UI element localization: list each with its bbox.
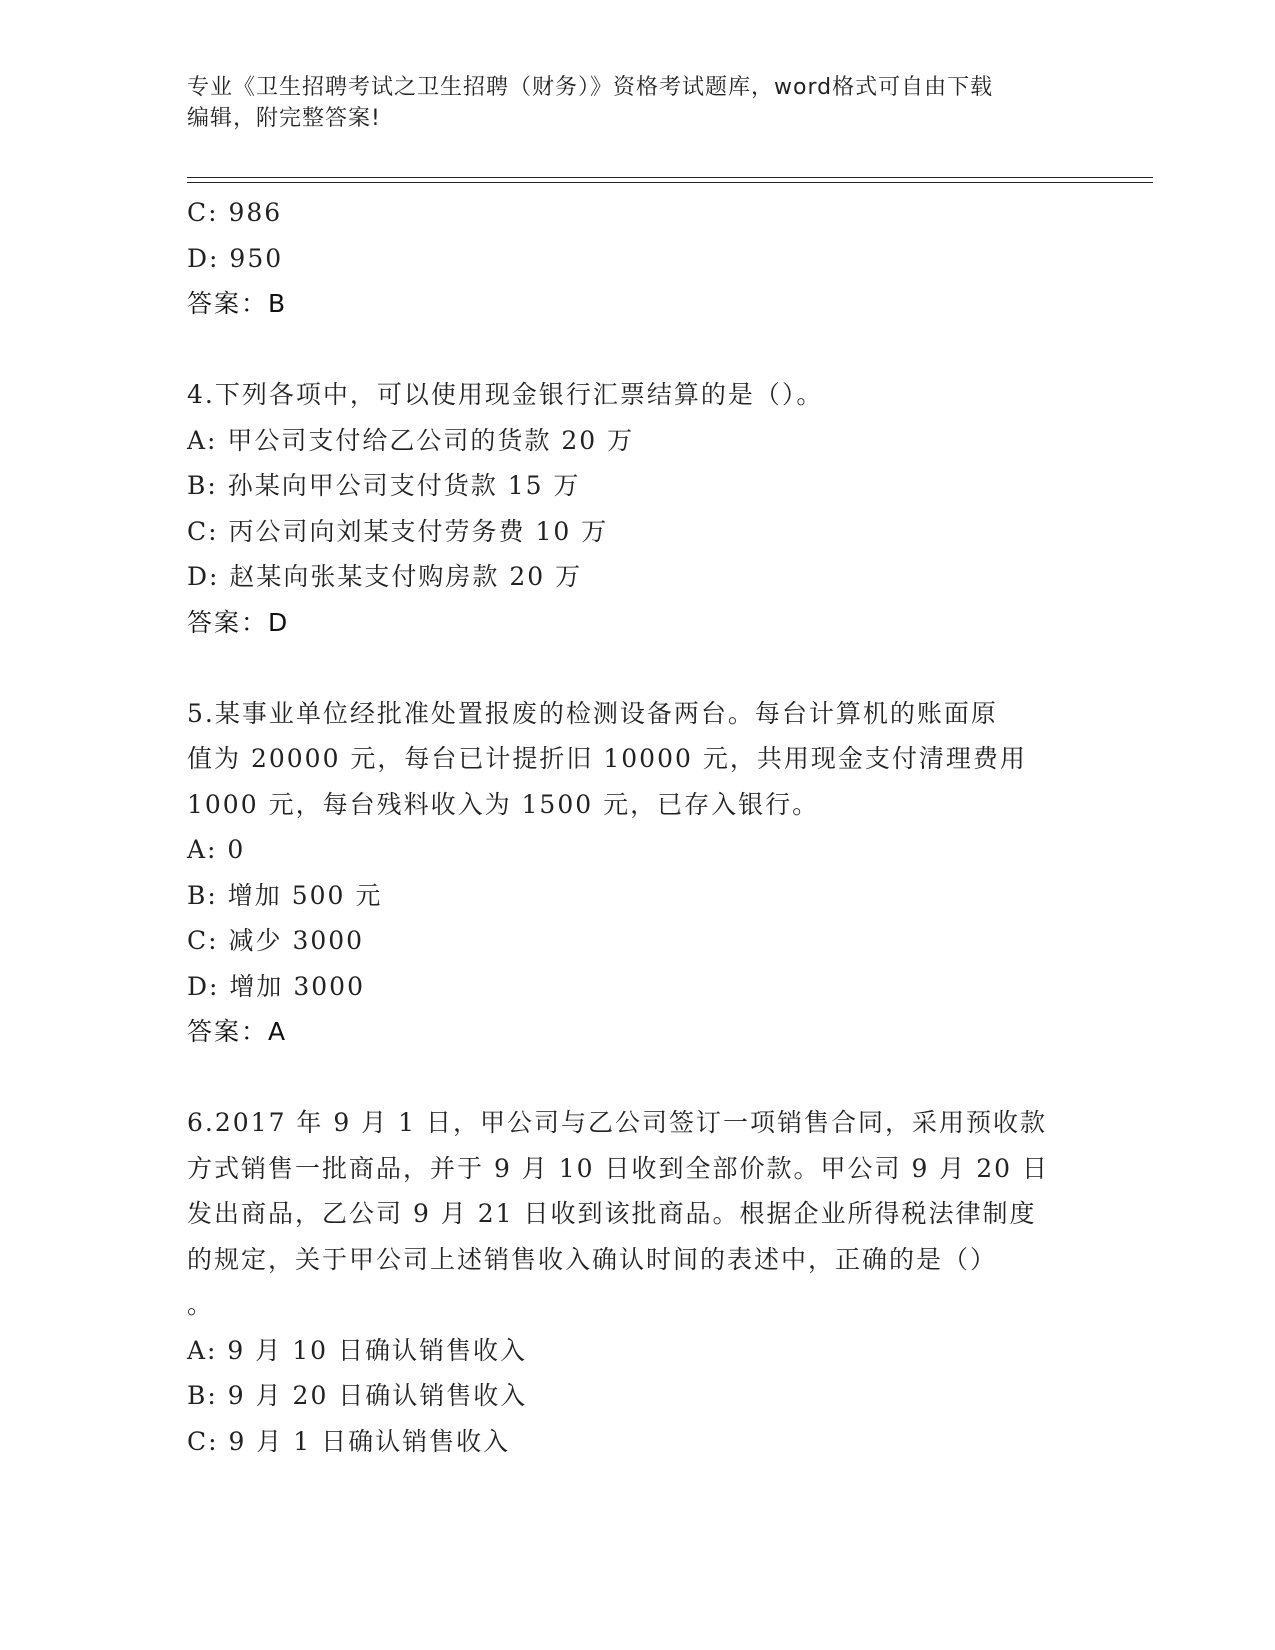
option-d: D: 增加 3000 <box>187 971 365 1001</box>
answer-line: 答案：B <box>187 289 288 318</box>
spacer <box>187 1055 1087 1101</box>
header-rule-top <box>187 177 1153 178</box>
option-a: A: 9 月 10 日确认销售收入 <box>187 1335 527 1365</box>
question-stem-line-2: 值为 20000 元，每台已计提折旧 10000 元，共用现金支付清理费用 <box>187 744 1027 773</box>
answer-line: 答案：A <box>187 1017 288 1046</box>
spacer <box>187 327 1087 373</box>
option-c: C: 986 <box>187 198 283 227</box>
answer-line: 答案：D <box>187 607 290 637</box>
question-5 <box>187 691 1087 1055</box>
option-c: C: 9 月 1 日确认销售收入 <box>187 1426 511 1456</box>
question-3-tail <box>187 190 1087 327</box>
question-stem-line-5: 。 <box>187 1290 215 1319</box>
header-line-2: 编辑，附完整答案! <box>187 106 381 131</box>
page-header <box>187 72 1087 134</box>
option-a: A: 甲公司支付给乙公司的货款 20 万 <box>187 425 635 455</box>
question-6 <box>187 1100 1087 1464</box>
question-4 <box>187 372 1087 645</box>
option-c: C: 减少 3000 <box>187 926 365 955</box>
question-stem-line-1: 6.2017 年 9 月 1 日，甲公司与乙公司签订一项销售合同，采用预收款 <box>187 1108 1048 1137</box>
option-a: A: 0 <box>187 835 246 864</box>
option-c: C: 丙公司向刘某支付劳务费 10 万 <box>187 516 609 546</box>
option-d: D: 赵某向张某支付购房款 20 万 <box>187 562 583 591</box>
spacer <box>187 645 1087 691</box>
question-list <box>187 190 1087 1464</box>
question-stem: 4.下列各项中，可以使用现金银行汇票结算的是（）。 <box>187 380 824 409</box>
question-stem-line-1: 5.某事业单位经批准处置报废的检测设备两台。每台计算机的账面原 <box>187 698 998 728</box>
option-d: D: 950 <box>187 243 284 273</box>
option-b: B: 9 月 20 日确认销售收入 <box>187 1381 528 1410</box>
header-line-1: 专业《卫生招聘考试之卫生招聘（财务）》资格考试题库，word格式可自由下载 <box>187 75 994 100</box>
question-stem-line-2: 方式销售一批商品，并于 9 月 10 日收到全部价款。甲公司 9 月 20 日 <box>187 1153 1050 1183</box>
option-b: B: 增加 500 元 <box>187 880 383 910</box>
question-stem-line-4: 的规定，关于甲公司上述销售收入确认时间的表述中，正确的是（） <box>187 1244 998 1274</box>
header-rule-bottom <box>187 182 1153 183</box>
question-stem-line-3: 发出商品，乙公司 9 月 21 日收到该批商品。根据企业所得税法律制度 <box>187 1199 1037 1228</box>
question-stem-line-3: 1000 元，每台残料收入为 1500 元，已存入银行。 <box>187 789 820 819</box>
option-b: B: 孙某向甲公司支付货款 15 万 <box>187 471 581 500</box>
